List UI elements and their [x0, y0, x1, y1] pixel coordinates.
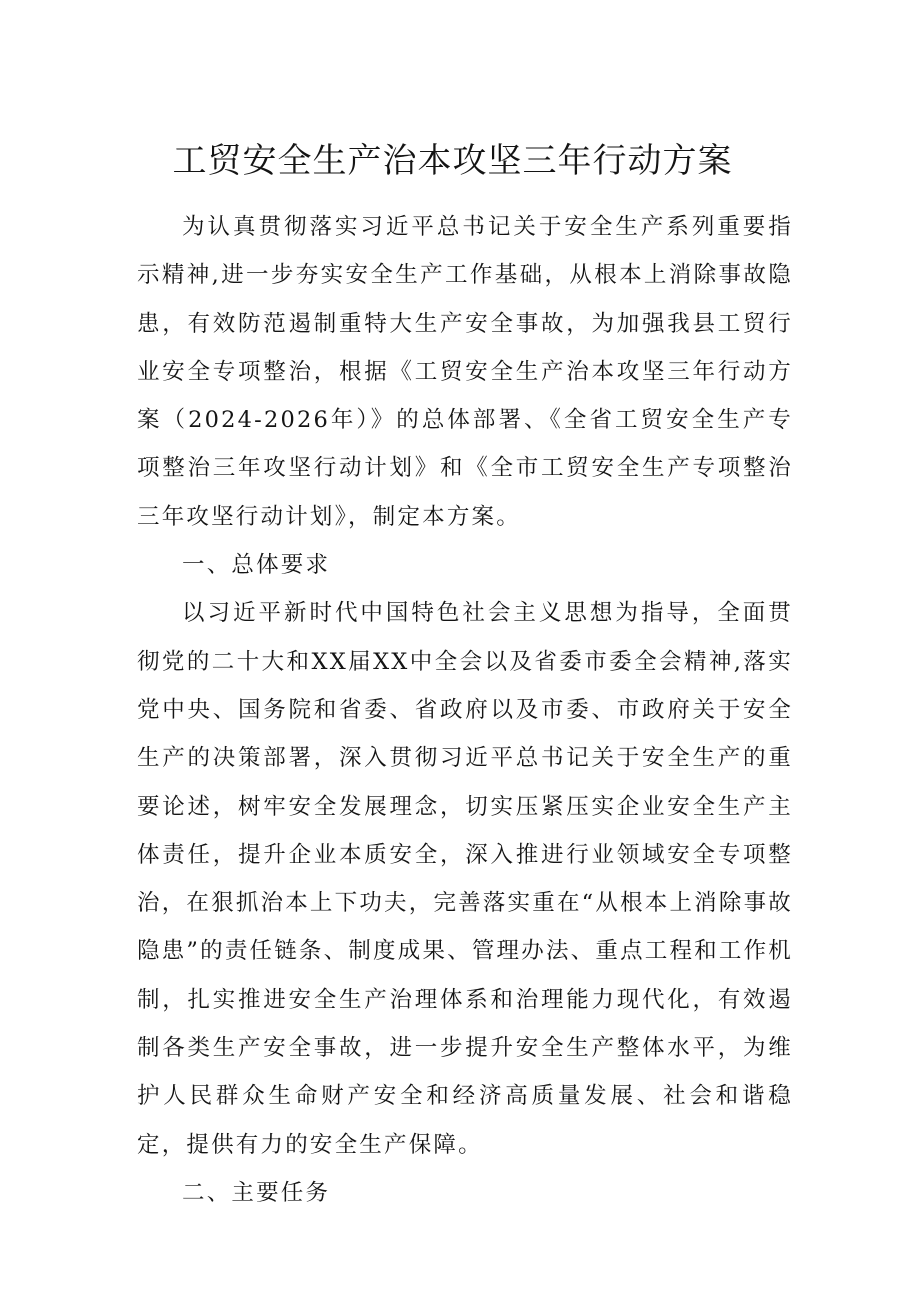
document-title: 工贸安全生产治本攻坚三年行动方案 — [172, 140, 733, 181]
intro-paragraph: 为认真贯彻落实习近平总书记关于安全生产系列重要指示精神,进一步夯实安全生产工作基础，从根本上消除事故隐患，有效防范遏制重特大生产安全事故，为加强我县工贸行业安全专项整治，根据《工贸安全生产治本攻坚三年行动方案（2024-2026年）》的总体部署、《全省工贸安全生产专项整治三年攻坚行动计划》和《全市工贸安全生产专项整治三年攻坚行动计划》，制定本方案。 — [137, 214, 793, 530]
section-heading-general-requirements: 一、总体要求 — [182, 552, 331, 579]
general-requirements-paragraph: 以习近平新时代中国特色社会主义思想为指导，全面贯彻党的二十大和XX届XX中全会以及省委市委全会精神,落实党中央、国务院和省委、省政府以及市委、市政府关于安全生产的决策部署，深入贯彻习近平总书记关于安全生产的重要论述，树牢安全发展理念，切实压紧压实企业安全生产主体责任，提升企业本质安全，深入推进行业领域安全专项整治，在狠抓治本上下功夫，完善落实重在“从根本上消除事故隐患”的责任链条、制度成果、管理办法、重点工程和工作机制，扎实推进安全生产治理体系和治理能力现代化，有效遏制各类生产安全事故，进一步提升安全生产整体水平，为维护人民群众生命财产安全和经济高质量发展、社会和谐稳定，提供有力的安全生产保障。 — [137, 600, 793, 1158]
document-body — [137, 203, 793, 1217]
section-heading-main-tasks: 二、主要任务 — [182, 1179, 331, 1206]
